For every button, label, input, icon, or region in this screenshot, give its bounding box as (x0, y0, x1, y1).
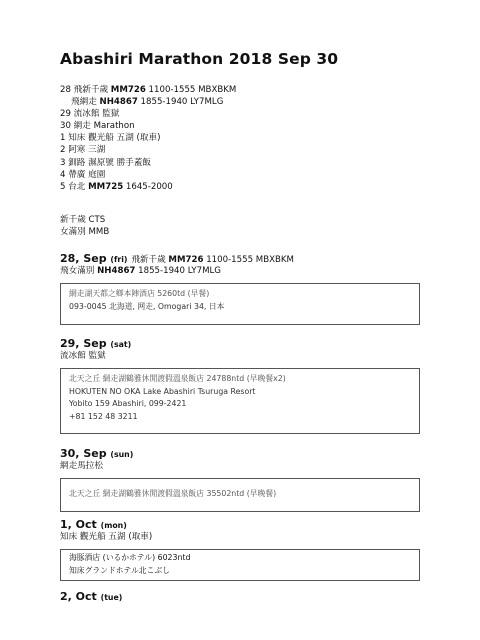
summary-line: 29 流冰館 監獄 (60, 109, 120, 120)
day-subtitle: 流冰館 監獄 (60, 351, 106, 361)
hotel-box: 網走湖天都之鄉本陣酒店 5260td (早餐) 093-0045 北海道, 网走, Omogari 34, 日本 (60, 283, 420, 325)
airport-line: 女滿別 MMB (60, 227, 110, 238)
day-subtitle: 知床 觀光船 五湖 (取車) (60, 532, 153, 542)
summary-line: 5 台北 MM725 1645-2000 (60, 181, 173, 192)
day-subtitle: 網走馬拉松 (60, 461, 103, 471)
airport-line: 新千歲 CTS (60, 215, 106, 225)
summary-line: 4 帶廣 庭園 (60, 169, 106, 180)
day-section-sep-30 (60, 447, 420, 512)
day-section-sep-29 (60, 337, 420, 434)
day-heading: 1, Oct (mon) (60, 518, 127, 531)
day-section-oct-2 (60, 590, 420, 603)
airport-codes (60, 214, 109, 238)
day-heading: 29, Sep (sat) (60, 337, 132, 350)
summary-line: 飛網走 NH4867 1855-1940 LY7MLG (71, 97, 224, 108)
day-section-sep-28 (60, 252, 420, 325)
summary-line: 1 知床 觀光船 五湖 (取車) (60, 133, 161, 144)
itinerary-summary (60, 84, 236, 193)
summary-line: 30 網走 Marathon (60, 121, 135, 132)
hotel-box: 北天之丘 網走湖鶴雅休閒渡假溫泉飯店 35502ntd (早晚餐) (60, 478, 420, 512)
day-section-oct-1 (60, 518, 420, 581)
hotel-box: 海豚酒店 (いるかホテル) 6023ntd 知床グランドホテル北こぶし (60, 549, 420, 581)
day-heading: 30, Sep (sun) (60, 447, 134, 460)
summary-line: 2 阿寒 三湖 (60, 145, 106, 156)
summary-line: 28 飛新千歲 MM726 1100-1555 MBXBKM (60, 85, 237, 95)
day-heading: 2, Oct (tue) (60, 590, 123, 603)
summary-line: 3 釧路 濕原號 勝手蓋飯 (60, 157, 152, 168)
day-subtitle: 飛女滿別 NH4867 1855-1940 LY7MLG (60, 266, 221, 276)
day-heading: 28, Sep (fri) 飛新千歲 MM726 1100-1555 MBXBKM (60, 252, 294, 265)
hotel-box: 北天之丘 網走湖鶴雅休閒渡假溫泉飯店 24788ntd (早晚餐x2) HOKUTEN NO OKA Lake Abashiri Tsuruga Resort Yobito 159 Abashiri, 099-2421 +81 152 48 3211 (60, 368, 420, 434)
page-title: Abashiri Marathon 2018 Sep 30 (60, 50, 339, 68)
